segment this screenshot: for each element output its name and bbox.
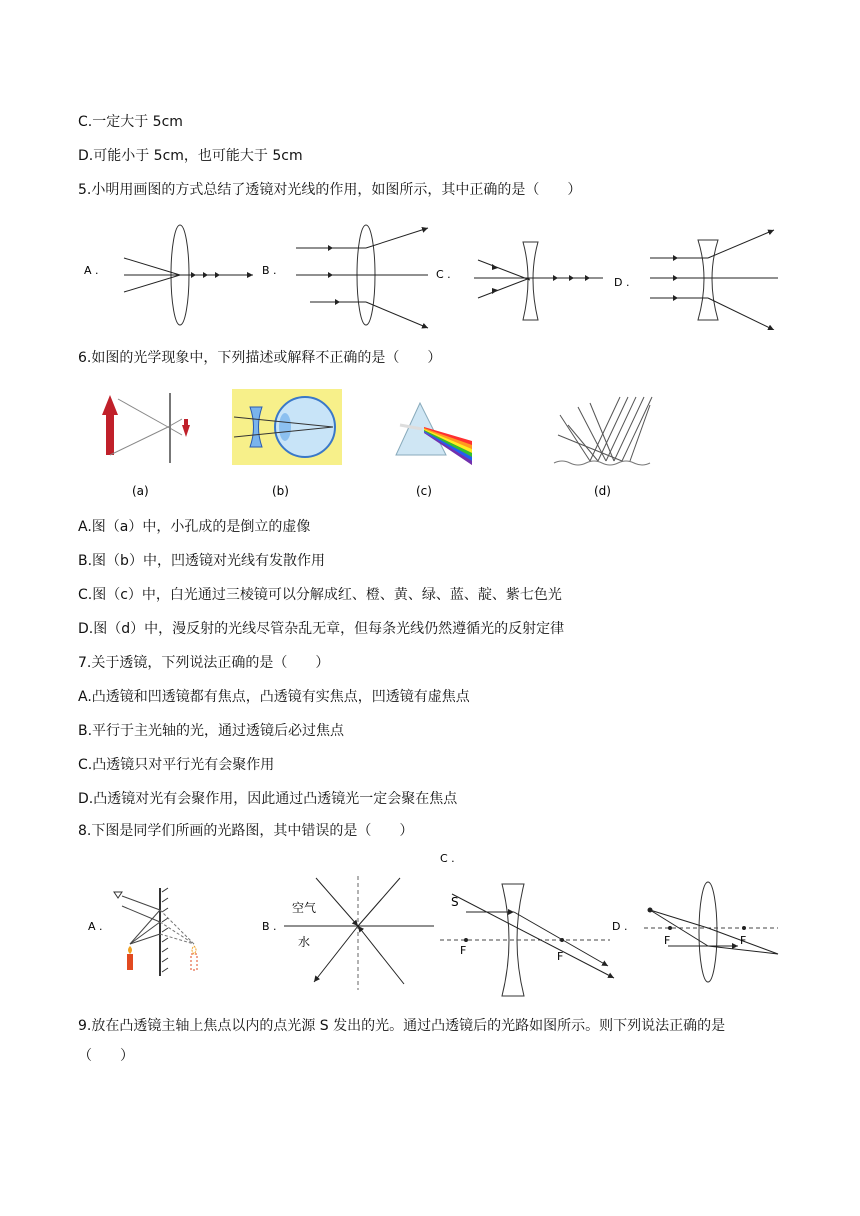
q8-b-water-label: 水	[298, 935, 311, 949]
q8-ray-diagram-figure	[78, 850, 788, 1000]
option-c-q7: C.凸透镜只对平行光有会聚作用	[78, 757, 275, 773]
question-8: 8.下图是同学们所画的光路图，其中错误的是（ ）	[78, 823, 414, 839]
q5-label-a: A .	[84, 264, 99, 277]
q8-c-f-right-label: F	[557, 950, 564, 963]
option-d-q6: D.图（d）中，漫反射的光线尽管杂乱无章，但每条光线仍然遵循光的反射定律	[78, 621, 565, 637]
question-6: 6.如图的光学现象中，下列描述或解释不正确的是（ ）	[78, 350, 442, 366]
q8-d-f-right-label: F	[740, 934, 747, 947]
q5-label-d: D .	[614, 276, 630, 289]
q6-caption-d: (d)	[594, 484, 611, 498]
option-d-q7: D.凸透镜对光有会聚作用，因此通过凸透镜光一定会聚在焦点	[78, 791, 458, 807]
option-d-q4: D.可能小于 5cm，也可能大于 5cm	[78, 148, 303, 164]
option-a-q6: A.图（a）中，小孔成的是倒立的虚像	[78, 519, 311, 535]
q8-label-c: C .	[440, 852, 455, 865]
q5-d-concave-lens	[698, 240, 718, 320]
q8-label-a: A .	[88, 920, 103, 933]
question-9-blank: （ ）	[78, 1048, 134, 1064]
q6-caption-b: (b)	[272, 484, 289, 498]
q6-caption-c: (c)	[416, 484, 432, 498]
q6-c-prism-dispersion	[396, 403, 472, 465]
q8-label-b: B .	[262, 920, 277, 933]
option-c-q6: C.图（c）中，白光通过三棱镜可以分解成红、橙、黄、绿、蓝、靛、紫七色光	[78, 587, 562, 603]
question-9: 9.放在凸透镜主轴上焦点以内的点光源 S 发出的光。通过凸透镜后的光路如图所示。则下列说法正确的是	[78, 1018, 726, 1034]
q6-a-pinhole-image	[102, 393, 190, 463]
option-b-q7: B.平行于主光轴的光，通过透镜后必过焦点	[78, 723, 345, 739]
q8-b-refraction	[284, 876, 434, 990]
q8-b-air-label: 空气	[292, 901, 317, 915]
q8-d-f-left-label: F	[664, 934, 671, 947]
q8-a-plane-mirror	[114, 888, 197, 976]
question-7: 7.关于透镜，下列说法正确的是（ ）	[78, 655, 330, 671]
q6-caption-a: (a)	[132, 484, 149, 498]
q8-d-convex-lens	[644, 882, 778, 982]
q5-c-concave-lens	[523, 242, 538, 320]
q8-c-f-left-label: F	[460, 944, 467, 957]
q6-phenomena-figure	[90, 385, 670, 503]
q6-d-diffuse-reflection	[554, 397, 652, 465]
q5-lens-figure	[78, 220, 798, 330]
q5-label-b: B .	[262, 264, 277, 277]
q8-c-s-label: S	[451, 895, 459, 909]
q5-label-c: C .	[436, 268, 451, 281]
question-5: 5.小明用画图的方式总结了透镜对光线的作用，如图所示，其中正确的是（ ）	[78, 182, 582, 198]
option-b-q6: B.图（b）中，凹透镜对光线有发散作用	[78, 553, 325, 569]
option-a-q7: A.凸透镜和凹透镜都有焦点，凸透镜有实焦点，凹透镜有虚焦点	[78, 689, 470, 705]
q8-c-concave-lens	[440, 884, 614, 996]
q8-label-d: D .	[612, 920, 628, 933]
option-c-q4: C.一定大于 5cm	[78, 114, 183, 130]
q6-b-eye-concave-lens	[232, 389, 342, 465]
